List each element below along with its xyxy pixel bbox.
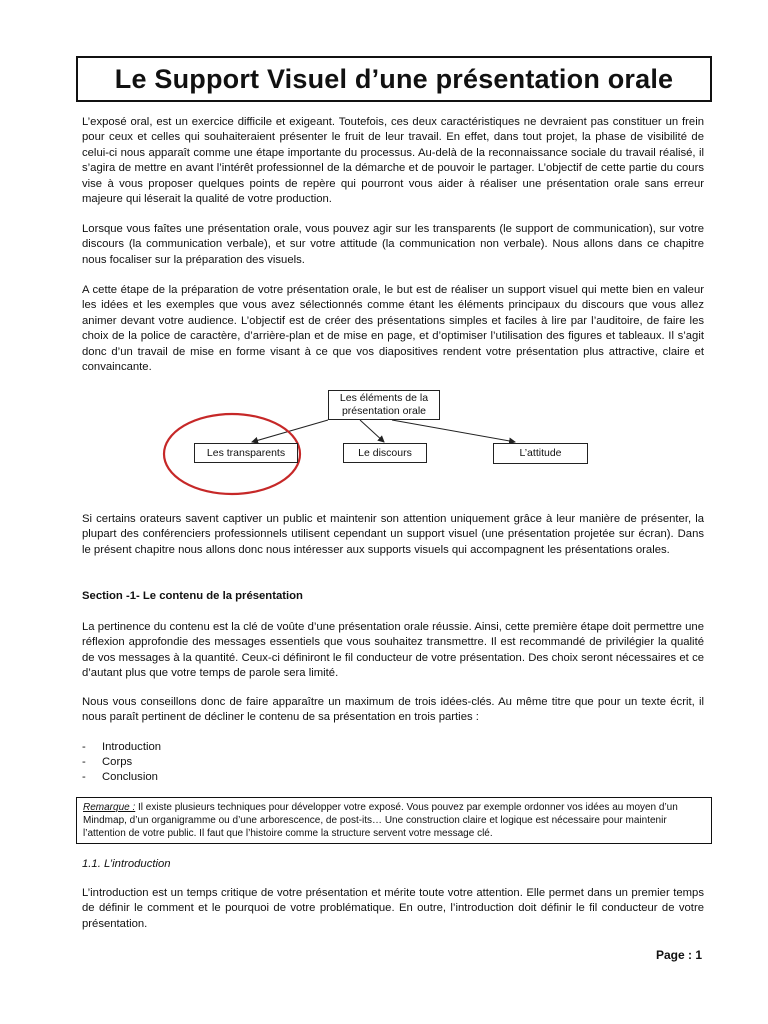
diagram-root-box: Les éléments de la présentation orale	[328, 390, 440, 420]
remark-label: Remarque :	[83, 802, 136, 813]
presentation-elements-diagram	[160, 386, 562, 498]
parts-list	[82, 740, 161, 785]
paragraph-levers: Lorsque vous faîtes une présentation orale, vous pouvez agir sur les transparents (le support de communication), sur votre discours (la communication verbale), et sur votre attitude (la communication non verbale). Nous allons dans ce chapitre nous focaliser sur la préparation des visuels.	[82, 223, 704, 266]
intro-paragraph: L’exposé oral, est un exercice difficile et exigeant. Toutefois, ces deux caractéristiques ne devraient pas constituer un frein pour ceux et celles qui souhaiteraient présenter le fruit de leur travail. En effet, dans tout projet, la phase de visibilité de celui-ci nous apparaît comme une étape importante du processus. Au-delà de la reconnaissance sociale du travail réalisé, il s’agira de mettre en avant l’intérêt professionnel de la démarche et de pouvoir le partager. L’objectif de cette partie du cours vise à vous proposer quelques points de repère qui pourront vous aider à réaliser une présentation orale sans erreur majeure qui léserait la qualité de votre production.	[82, 116, 704, 206]
page-title: Le Support Visuel d’une présentation orale	[76, 56, 712, 102]
paragraph-content-relevance: La pertinence du contenu est la clé de voûte d’une présentation orale réussie. Ainsi, cette première étape doit permettre une réflexion approfondie des messages essentiels que vous souhaitez transmettre. Il est recommandé de privilégier la qualité de vos messages à la quantité. Ceux-ci définiront le fil conducteur de votre présentation. Des choix seront nécessaires et ce d’autant plus que votre temps de parole sera limité.	[82, 621, 704, 680]
paragraph-introduction: L’introduction est un temps critique de votre présentation et mérite toute votre attention. Elle permet dans un premier temps de définir le comment et le pourquoi de votre problématique. En outre, l’introduction doit définir le fil conducteur de votre présentation.	[82, 887, 704, 930]
diagram-box-discours: Le discours	[343, 443, 427, 463]
list-item: - Conclusion	[82, 771, 158, 783]
paragraph-visual-support: A cette étape de la préparation de votre présentation orale, le but est de réaliser un support visuel qui mette bien en valeur les idées et les exemples que vous avez sélectionnés comme étant les éléments principaux du discours que vous allez animer devant votre audience. L’objectif est de créer des présentations simples et faciles à lire par l’auditoire, de faire les choix de la police de caractère, d’arrière-plan et de mise en page, et d’optimiser l’utilisation des figures et tableaux. Il s’agit donc d’un travail de mise en forme visant à ce que vos diapositives rendent votre présentation plus attractive, claire et convaincante.	[82, 284, 704, 374]
paragraph-speakers: Si certains orateurs savent captiver un public et maintenir son attention uniquement grâce à leur manière de présenter, la plupart des conférenciers professionnels utilisent cependant un support visuel (une présentation projetée sur écran). Dans le présent chapitre nous allons donc nous intéresser aux supports visuels qui accompagnent les présentations orales.	[82, 513, 704, 556]
paragraph-three-ideas: Nous vous conseillons donc de faire apparaître un maximum de trois idées-clés. Au même titre que pour un texte écrit, il nous paraît pertinent de décliner le contenu de sa présentation en trois parties :	[82, 696, 704, 724]
diagram-box-attitude: L’attitude	[493, 443, 588, 464]
page-number: Page : 1	[656, 948, 703, 962]
remark-box	[76, 797, 712, 844]
remark-text: Il existe plusieurs techniques pour développer votre exposé. Vous pouvez par exemple ordonner vos idées au moyen d’un Mindmap, d’un organigramme ou d’une arborescence, de post-its… Une construction claire et logique est nécessaire pour maintenir l’attention de votre public. Il faut que l’histoire comme la structure servent votre message clé.	[83, 802, 678, 839]
diagram-box-transparents: Les transparents	[194, 443, 298, 463]
list-item: - Introduction	[82, 741, 162, 753]
section-heading: Section -1- Le contenu de la présentation	[82, 590, 303, 602]
list-item: - Corps	[82, 756, 133, 768]
subsection-heading: 1.1. L’introduction	[82, 858, 171, 870]
